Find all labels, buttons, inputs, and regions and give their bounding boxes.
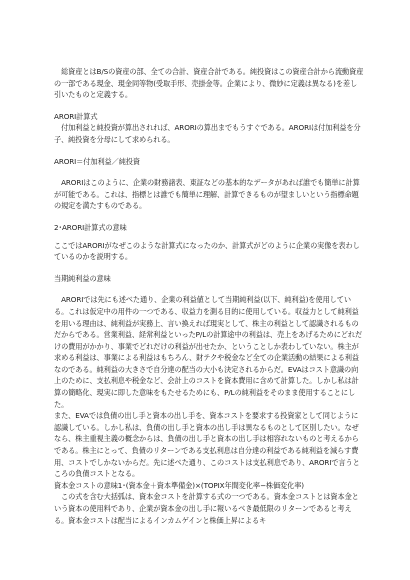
document-page [54, 66, 364, 526]
formula-description-paragraph: 付加利益と純投資が算出されれば、ARORIの算出までもうすぐである。ARORIは付加利益を分子、純投資を分母にして求められる。 [54, 123, 361, 144]
arori-simple-paragraph: ARORIはこのように、企業の財務諸表、東証などの基本的なデータがあれば誰でも簡単に計算が可能である。これは、指標とは誰でも簡単に理解、計算できるものが望ましいという指標命題の規定を満たすものである。 [54, 178, 360, 211]
arori-formula: ARORI＝付加利益／純投資 [54, 156, 140, 166]
capital-cost-formula: 資本金コストの意味1･(資本金＋資本準備金)×(TOPIX年間変化率−株価変化率) [54, 480, 305, 490]
intro-paragraph: 総資産とはB/Sの資産の部、全ての合計、資産合計である。純投資はこの資産合計から流動資産の一部である現金、現金同等物(受取手形、売掛金等。企業により、微妙に定義は異なる)を差し引いたものと定義する。 [54, 67, 364, 100]
section2-paragraph: ここではARORIがなぜこのような計算式になったのか、計算式がどのように企業の実像を表わしているのかを説明する。 [54, 240, 360, 262]
heading-arori-formula: ARORI計算式 [54, 111, 98, 121]
net-profit-paragraph: ARORIでは先にも述べた通り、企業の利益値として当期純利益(以下、純利益)を使用している。これは仮定中の用件の一つである、収益力を測る目的に使用している。収益力として純利益を用いる理由は、純利益が実務上、言い換えれば現実として、株主の利益として認識されるものだからである。営業利益、経常利益といったP/Lの計算途中の利益は、売上をあげるためにどれだけの費用がかかり、事業でどれだけの利益が出せたか、ということしか表わしていない。株主が求める利益は、事業による利益はもちろん、財テクや税金など全ての企業活動の結果による利益なのである。純利益の大きさで自分達の配当の大小も決定されるからだ。EVAはコスト意識の向上のために、支払利息や税金など、会計上のコストを資本費用に含めて計算した。しかし私は計算の簡略化、現実に即した意味をもたせるためにも、P/Lの純利益をそのまま使用することにした。 [54, 295, 363, 409]
net-profit-heading: 当期純利益の意味 [54, 273, 111, 283]
eva-paragraph: また、EVAでは負債の出し手と資本の出し手を、資本コストを要求する投資家として同じように認識している。しかし私は、負債の出し手と資本の出し手は異なるものとして区別したい。なぜなら、株主重視主義の概念からは、負債の出し手と資本の出し手は相容れないものと考えるからである。株主にとって、負債のリターンである支払利息は自分達の利益である純利益を減らす費用、コストでしかないからだ。先に述べた通り、このコストは支払利息であり、ARORIで言うところの負債コストとなる。 [54, 411, 360, 479]
capital-cost-paragraph: この式を含む大括弧は、資本金コストを計算する式の一つである。資本金コストとは資本金という資本の使用料であり、企業が資本金の出し手に報いるべき最低限のリターンであると考える。資本金コストは配当によるインカムゲインと株価上昇によるキ [54, 492, 359, 525]
section2-heading: 2･ARORI計算式の意味 [54, 222, 127, 232]
